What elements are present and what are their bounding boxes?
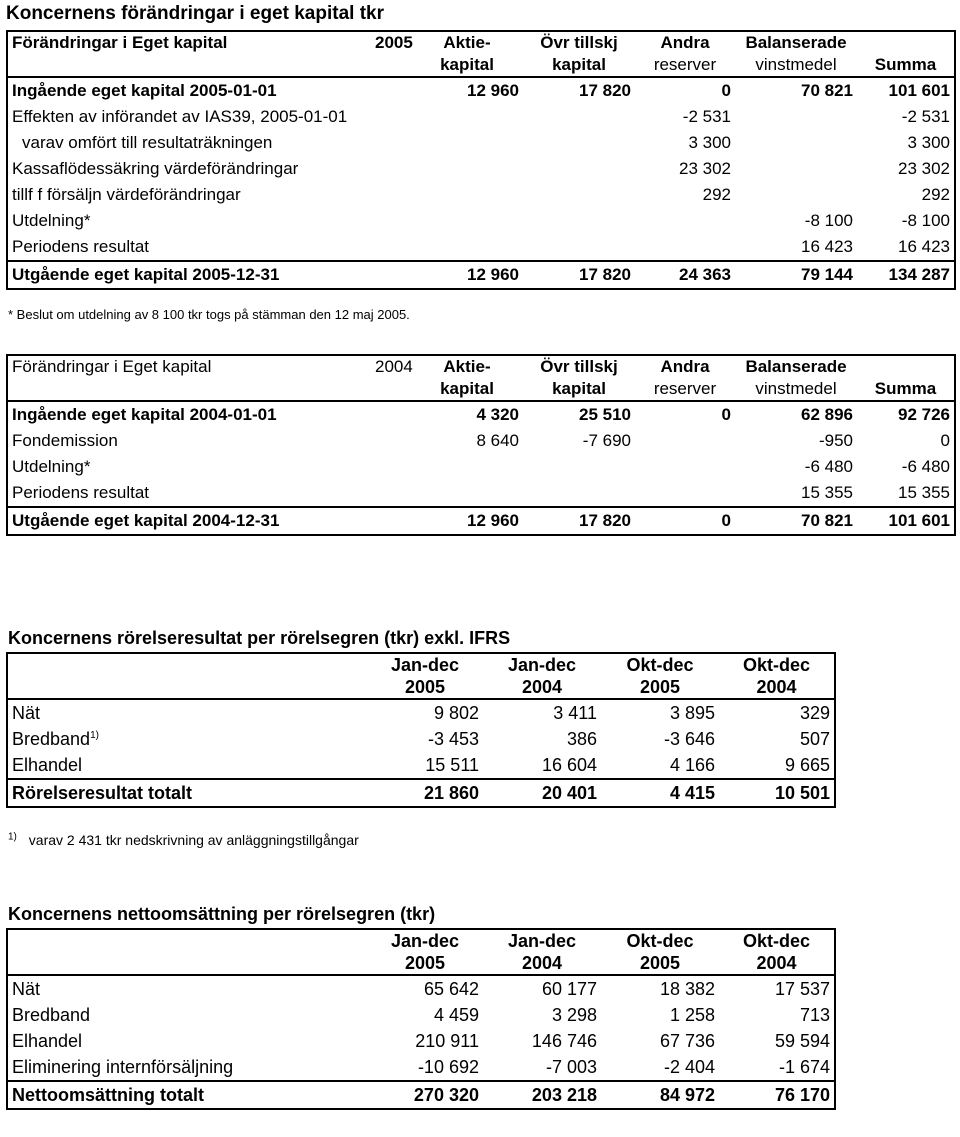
table-cell: 79 144 — [735, 261, 857, 289]
col-header: reserver — [653, 379, 717, 398]
table-cell: Ingående eget kapital 2005-01-01 — [7, 77, 411, 104]
col-header: Balanserade — [745, 33, 847, 52]
table-cell: -8 100 — [901, 211, 950, 230]
table-cell — [411, 234, 523, 261]
col-header: Okt-dec — [742, 655, 811, 675]
equity-header-year: 2004 — [375, 357, 413, 376]
table-cell: 3 895 — [601, 699, 719, 726]
col-header: Övr tillskj — [540, 357, 618, 376]
table-cell: 17 537 — [719, 975, 835, 1002]
table-cell — [411, 208, 523, 234]
table-cell — [523, 234, 635, 261]
table-cell: 292 — [702, 185, 731, 204]
table-cell: 15 355 — [801, 483, 853, 502]
table-row — [7, 261, 955, 289]
table-cell: 21 860 — [367, 779, 483, 807]
table-row — [7, 454, 955, 480]
table-cell: 16 423 — [801, 237, 853, 256]
table-cell: 16 423 — [898, 237, 950, 256]
table-row — [7, 1002, 835, 1028]
table-row — [7, 752, 835, 779]
footnote-mark: 1) — [8, 831, 17, 843]
table-cell: 4 166 — [669, 755, 715, 775]
table-cell — [523, 454, 635, 480]
table-cell: 15 355 — [898, 483, 950, 502]
table-cell: 9 665 — [784, 755, 830, 775]
table-cell: 0 — [635, 401, 735, 428]
table-cell: 17 820 — [523, 77, 635, 104]
table-cell: 101 601 — [857, 507, 955, 535]
table-cell: 146 746 — [531, 1031, 597, 1051]
table-row — [7, 428, 955, 454]
table-cell — [735, 156, 857, 182]
table-cell — [635, 428, 735, 454]
table-cell — [735, 182, 857, 208]
table-cell: Ingående eget kapital 2004-01-01 — [7, 401, 411, 428]
col-header: Summa — [874, 55, 937, 74]
table-row — [7, 480, 955, 507]
table-cell: tillf f försäljn värdeförändringar — [12, 185, 241, 204]
table-cell: 65 642 — [367, 975, 483, 1002]
equity-header-year: 2005 — [375, 33, 413, 52]
row-label-text: Bredband — [12, 729, 91, 749]
table-cell: -2 404 — [663, 1057, 715, 1077]
row-label — [7, 779, 367, 807]
col-header: Jan-dec — [390, 655, 460, 675]
table-cell: 10 501 — [719, 779, 835, 807]
operating-result-title: Koncernens rörelseresultat per rörelsegren (tkr) exkl. IFRS — [8, 628, 511, 648]
table-cell — [523, 130, 635, 156]
table-row — [7, 208, 955, 234]
row-label — [7, 1002, 367, 1028]
col-header: 2005 — [639, 677, 681, 697]
table-row — [7, 975, 835, 1002]
table-cell — [523, 182, 635, 208]
table-row — [7, 1054, 835, 1081]
table-cell: 210 911 — [415, 1031, 479, 1051]
table-cell: Utdelning* — [12, 457, 91, 476]
row-label — [7, 1081, 367, 1109]
operating-footnote — [8, 832, 359, 848]
net-sales-table — [6, 928, 836, 1110]
table-cell: 713 — [799, 1005, 830, 1025]
table-cell: 4 459 — [433, 1005, 479, 1025]
table-row — [7, 726, 835, 752]
table-cell — [523, 104, 635, 130]
table-cell: 4 415 — [601, 779, 719, 807]
table-cell — [411, 182, 523, 208]
page-title: Koncernens förändringar i eget kapital tkr — [6, 3, 384, 24]
table-cell: 67 736 — [659, 1031, 715, 1051]
table-row — [7, 1028, 835, 1054]
row-label-text: Nettoomsättning totalt — [12, 1085, 204, 1105]
row-label-text: Nät — [12, 703, 41, 723]
equity-header-label: Förändringar i Eget kapital — [12, 33, 228, 52]
table-row — [7, 779, 835, 807]
table-cell: 4 320 — [411, 401, 523, 428]
col-header: Okt-dec — [626, 655, 694, 675]
table-cell: 507 — [799, 729, 830, 749]
table-cell: 60 177 — [483, 975, 601, 1002]
table-cell: Periodens resultat — [12, 237, 150, 256]
table-cell: 1 258 — [669, 1005, 715, 1025]
table-cell — [635, 234, 735, 261]
table-cell: Effekten av införandet av IAS39, 2005-01-01 — [12, 107, 348, 126]
table-cell — [411, 104, 523, 130]
row-label — [7, 975, 367, 1002]
table-cell — [411, 130, 523, 156]
table-cell: 15 511 — [425, 755, 479, 775]
row-label — [7, 1028, 367, 1054]
table-cell — [523, 208, 635, 234]
table-cell: 12 960 — [411, 507, 523, 535]
table-row — [7, 130, 955, 156]
col-header: kapital — [552, 379, 606, 398]
equity-header-label: Förändringar i Eget kapital — [12, 357, 212, 376]
table-cell: 92 726 — [857, 401, 955, 428]
table-cell: -950 — [818, 431, 853, 450]
table-cell: -7 690 — [582, 431, 631, 450]
table-row — [7, 1081, 835, 1109]
table-cell: 386 — [566, 729, 597, 749]
table-cell — [635, 454, 735, 480]
equity-table-2005 — [6, 30, 956, 290]
table-cell: 0 — [940, 431, 950, 450]
table-cell: 3 300 — [907, 133, 950, 152]
row-label-text: Nät — [12, 979, 41, 999]
table-cell: -8 100 — [804, 211, 853, 230]
col-header: 2004 — [756, 953, 797, 973]
col-header: kapital — [440, 379, 494, 398]
table-cell: 0 — [635, 77, 735, 104]
table-cell: 62 896 — [735, 401, 857, 428]
table-row — [7, 234, 955, 261]
col-header: kapital — [440, 55, 494, 74]
table-cell: varav omfört till resultaträkningen — [22, 133, 273, 152]
table-cell: -1 674 — [778, 1057, 830, 1077]
table-cell: 12 960 — [411, 261, 523, 289]
net-sales-title: Koncernens nettoomsättning per rörelsegren (tkr) — [8, 904, 436, 924]
equity-table-2004 — [6, 354, 956, 536]
table-cell: 101 601 — [857, 77, 955, 104]
table-row — [7, 156, 955, 182]
table-cell: 9 802 — [367, 699, 483, 726]
table-cell: 203 218 — [483, 1081, 601, 1109]
table-cell: -6 480 — [804, 457, 853, 476]
col-header: Andra — [660, 33, 710, 52]
row-label — [7, 726, 367, 752]
table-cell — [735, 104, 857, 130]
col-header: vinstmedel — [755, 55, 837, 74]
table-cell: 3 298 — [551, 1005, 597, 1025]
col-header: 2004 — [521, 677, 563, 697]
footnote-text: varav 2 431 tkr nedskrivning av anläggningstillgångar — [28, 832, 359, 848]
col-header: reserver — [653, 55, 717, 74]
row-label-text: Rörelseresultat totalt — [12, 783, 193, 803]
table-cell — [635, 208, 735, 234]
table-cell: 134 287 — [857, 261, 955, 289]
table-cell: 329 — [719, 699, 835, 726]
row-label-text: Bredband — [12, 1005, 91, 1025]
col-header: Jan-dec — [507, 655, 577, 675]
col-header: Jan-dec — [390, 931, 460, 951]
row-label — [7, 752, 367, 779]
table-cell — [523, 156, 635, 182]
table-cell: 76 170 — [719, 1081, 835, 1109]
table-cell: 20 401 — [483, 779, 601, 807]
table-cell: 12 960 — [411, 77, 523, 104]
table-cell — [411, 480, 523, 507]
table-row — [7, 507, 955, 535]
table-cell: -7 003 — [545, 1057, 597, 1077]
table-cell: 25 510 — [523, 401, 635, 428]
table-cell: -2 531 — [901, 107, 950, 126]
table-cell: 18 382 — [601, 975, 719, 1002]
table-cell: 3 411 — [483, 699, 601, 726]
row-label — [7, 699, 367, 726]
table-cell — [635, 480, 735, 507]
table-cell: 70 821 — [735, 77, 857, 104]
col-header: Jan-dec — [507, 931, 577, 951]
row-label-text: Eliminering internförsäljning — [12, 1057, 234, 1077]
table-cell: Periodens resultat — [12, 483, 150, 502]
table-cell: -2 531 — [682, 107, 731, 126]
table-cell: 292 — [921, 185, 950, 204]
col-header: Övr tillskj — [540, 33, 618, 52]
table-cell — [411, 156, 523, 182]
footnote-mark: 1) — [90, 730, 99, 741]
col-header: Okt-dec — [742, 931, 811, 951]
col-header: 2004 — [756, 677, 797, 697]
col-header: 2005 — [404, 677, 446, 697]
table-cell: Utgående eget kapital 2004-12-31 — [7, 507, 411, 535]
col-header: 2005 — [404, 953, 446, 973]
table-cell — [523, 480, 635, 507]
table-cell: 84 972 — [601, 1081, 719, 1109]
table-cell: 70 821 — [735, 507, 857, 535]
col-header: Okt-dec — [626, 931, 694, 951]
table-cell: Utgående eget kapital 2005-12-31 — [7, 261, 411, 289]
table-cell: 8 640 — [476, 431, 519, 450]
col-header: vinstmedel — [755, 379, 837, 398]
table-row — [7, 77, 955, 104]
dividend-note: * Beslut om utdelning av 8 100 tkr togs på stämman den 12 maj 2005. — [8, 307, 410, 322]
col-header: kapital — [552, 55, 606, 74]
table-cell: -6 480 — [901, 457, 950, 476]
table-row — [7, 104, 955, 130]
table-cell: 270 320 — [367, 1081, 483, 1109]
col-header: Summa — [874, 379, 937, 398]
table-row — [7, 401, 955, 428]
row-label-text: Elhandel — [12, 755, 83, 775]
col-header: 2004 — [521, 953, 563, 973]
table-cell: 0 — [635, 507, 735, 535]
table-cell: -3 453 — [427, 729, 479, 749]
table-cell: 23 302 — [679, 159, 731, 178]
table-cell: 23 302 — [898, 159, 950, 178]
table-cell: -10 692 — [417, 1057, 479, 1077]
table-cell: Fondemission — [12, 431, 118, 450]
col-header: Balanserade — [745, 357, 847, 376]
table-cell: 17 820 — [523, 261, 635, 289]
table-cell: 59 594 — [774, 1031, 830, 1051]
table-row — [7, 182, 955, 208]
table-cell: Utdelning* — [12, 211, 91, 230]
table-cell — [735, 130, 857, 156]
col-header: Andra — [660, 357, 710, 376]
table-cell: Kassaflödessäkring värdeförändringar — [12, 159, 299, 178]
table-row — [7, 699, 835, 726]
col-header: Aktie- — [443, 357, 491, 376]
table-cell — [411, 454, 523, 480]
table-cell: 24 363 — [635, 261, 735, 289]
col-header: Aktie- — [443, 33, 491, 52]
operating-result-table — [6, 652, 836, 808]
row-label — [7, 1054, 367, 1081]
table-cell: 16 604 — [541, 755, 597, 775]
table-cell: -3 646 — [663, 729, 715, 749]
table-cell: 3 300 — [688, 133, 731, 152]
table-cell: 17 820 — [523, 507, 635, 535]
row-label-text: Elhandel — [12, 1031, 83, 1051]
col-header: 2005 — [639, 953, 681, 973]
